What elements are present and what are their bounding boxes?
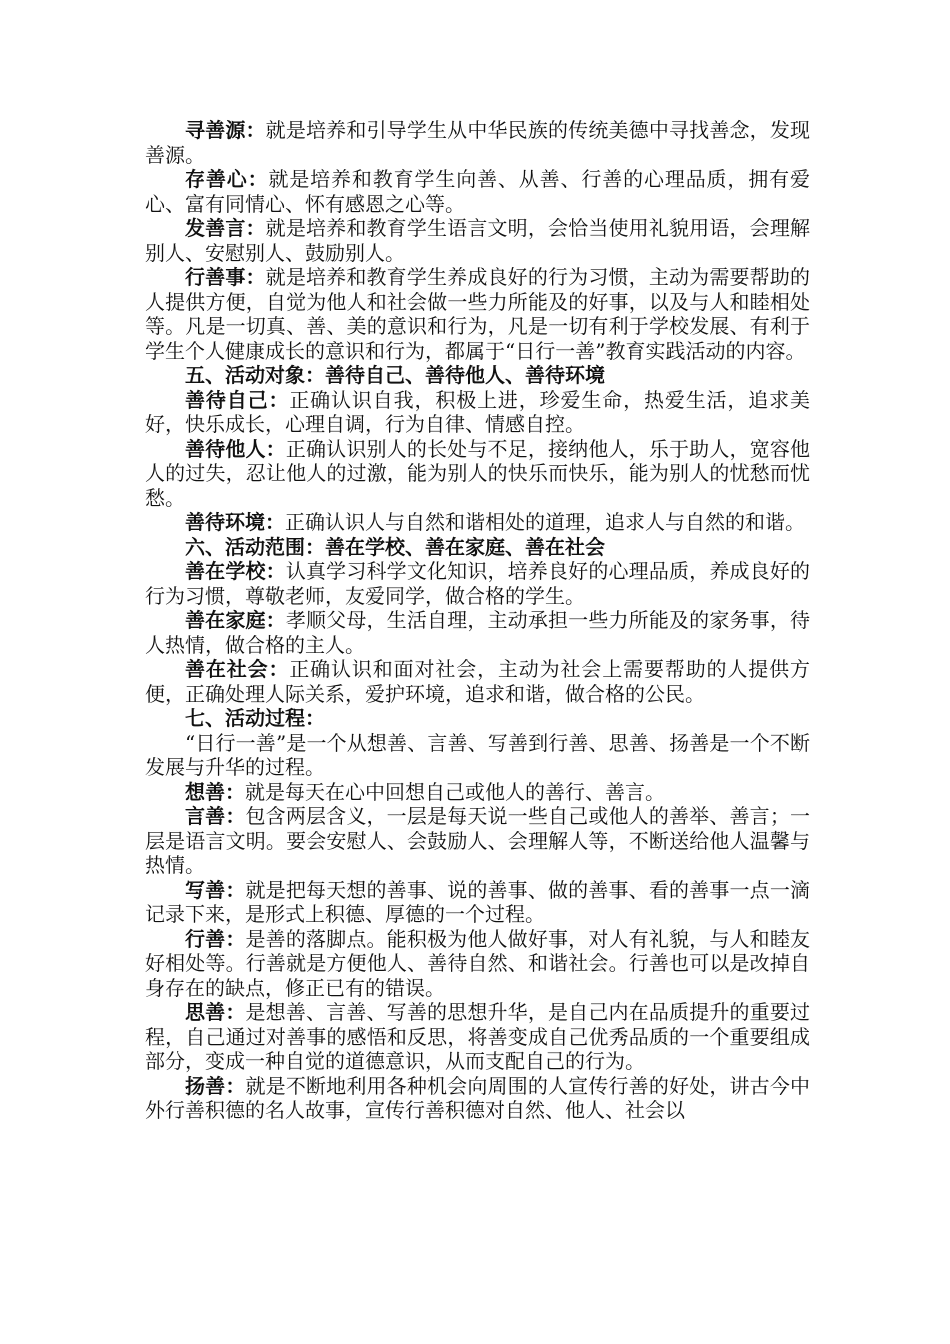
term-label: 行善： [185,926,246,951]
paragraph-text: 就是培养和教育学生语言文明，会恰当使用礼貌用语，会理解别人、安慰别人、鼓励别人。 [145,216,811,265]
term-label: 行善事： [185,265,266,289]
paragraph-cun-shan-xin [145,167,810,216]
paragraph-text: 是想善、言善、写善的思想升华，是自己内在品质提升的重要过程，自己通过对善事的感悟和反思，将善变成自己优秀品质的一个重要组成部分，变成一种自觉的道德意识，从而支配自己的行为。 [145,1000,810,1073]
paragraph-text: 正确认识人与自然和谐相处的道理，追求人与自然的和谐。 [285,510,805,534]
section-heading-7: 七、活动过程： [185,706,325,730]
term-label: 发善言： [185,216,266,240]
paragraph-shan-zai-jiating [145,608,810,657]
section-heading-5: 五、活动对象：善待自己、善待他人、善待环境 [185,363,605,387]
term-label: 善在社会： [185,657,290,681]
paragraph-text: 正确认识自我，积极上进，珍爱生命，热爱生活，追求美好，快乐成长，心理自调，行为自律、情感自控。 [145,387,811,436]
paragraph-text: 正确认识和面对社会，主动为社会上需要帮助的人提供方便，正确处理人际关系，爱护环境，追求和谐，做合格的公民。 [145,657,811,706]
paragraph-text: 认真学习科学文化知识，培养良好的心理品质，养成良好的行为习惯，尊敬老师，友爱同学，做合格的学生。 [145,559,811,608]
term-label: 想善： [185,779,245,804]
paragraph-text: 正确认识别人的长处与不足，接纳他人，乐于助人，宽容他人的过失，忍让他人的过激，能为别人的快乐而快乐，能为别人的忧愁而忧愁。 [145,436,811,510]
paragraph-text: “日行一善”是一个从想善、言善、写善到行善、思善、扬善是一个不断发展与升华的过程。 [145,730,810,779]
term-label: 寻善源： [185,118,266,142]
paragraph-xun-shan-yuan [145,118,810,167]
term-label: 善待他人： [185,436,286,461]
term-label: 言善： [185,804,246,828]
paragraph-text: 就是每天在心中回想自己或他人的善行、善言。 [245,779,665,804]
term-label: 存善心： [185,167,269,191]
paragraph-xing-shan [145,927,810,1001]
paragraph-text: 包含两层含义，一层是每天说一些自己或他人的善举、善言；一层是语言文明。要会安慰人、会鼓励人、会理解人等，不断送给他人温馨与热情。 [145,804,810,877]
paragraph-shan-dai-taren [145,437,810,511]
paragraph-shan-zai-shehui [145,657,810,706]
paragraph-si-shan [145,1000,810,1074]
paragraph-text: 是善的落脚点。能积极为他人做好事，对人有礼貌，与人和睦友好相处等。行善就是方便他人、善待自然、和谐社会。行善也可以是改掉自身存在的缺点，修正已有的错误。 [145,926,810,1000]
term-label: 思善： [185,1000,246,1024]
term-label: 扬善： [185,1073,246,1098]
paragraph-text: 就是把每天想的善事、说的善事、做的善事、看的善事一点一滴记录下来，是形式上积德、厚德的一个过程。 [145,877,810,926]
paragraph-shan-dai-ziji [145,388,810,437]
term-label: 善待自己： [185,387,290,412]
paragraph-text: 就是培养和教育学生向善、从善、行善的心理品质，拥有爱心、富有同情心、怀有感恩之心等。 [145,167,811,216]
paragraph-xie-shan [145,878,810,927]
paragraph-text: 孝顺父母，生活自理，主动承担一些力所能及的家务事，待人热情，做合格的主人。 [145,608,811,657]
paragraph-yan-shan [145,804,810,878]
term-label: 善待环境： [185,510,285,534]
document-page [145,118,810,1123]
term-label: 善在学校： [185,559,286,583]
paragraph-shan-zai-xuexiao [145,559,810,608]
paragraph-fa-shan-yan [145,216,810,265]
paragraph-shan-dai-huanjing [145,510,810,535]
term-label: 写善： [185,877,246,902]
paragraph-xing-shan-shi [145,265,810,363]
paragraph-text: 就是培养和引导学生从中华民族的传统美德中寻找善念，发现善源。 [145,118,811,167]
term-label: 善在家庭： [185,608,286,632]
paragraph-xiang-shan [145,780,810,805]
section-heading-6: 六、活动范围：善在学校、善在家庭、善在社会 [185,534,605,559]
paragraph-text: 就是不断地利用各种机会向周围的人宣传行善的好处，讲古今中外行善积德的名人故事，宣传行善积德对自然、他人、社会以 [145,1073,810,1122]
paragraph-yang-shan [145,1074,810,1123]
paragraph-process-intro [145,731,810,780]
paragraph-text: 就是培养和教育学生养成良好的行为习惯，主动为需要帮助的人提供方便，自觉为他人和社会做一些力所能及的好事，以及与人和睦相处等。凡是一切真、善、美的意识和行为，凡是一切有利于学校发展、有利于学生个人健康成长的意识和行为，都属于“日行一善”教育实践活动的内容。 [145,265,811,363]
